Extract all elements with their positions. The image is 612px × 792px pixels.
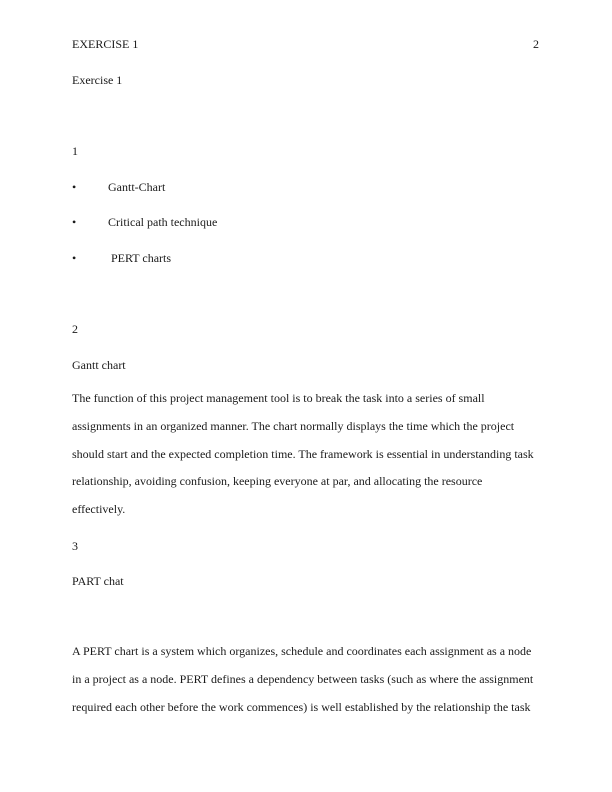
paragraph-line: relationship, avoiding confusion, keeping everyone at par, and allocating the resource: [72, 474, 483, 489]
section-number-2: 2: [72, 322, 78, 336]
paragraph-line: required each other before the work commences) is well established by the relationship the task: [72, 699, 531, 714]
paragraph-line: effectively.: [72, 502, 126, 517]
section-number-3: 3: [72, 539, 78, 553]
list-item: [72, 251, 372, 265]
list-item: [72, 215, 372, 229]
list-item-text: Critical path technique: [108, 215, 218, 229]
section-number-1: 1: [72, 144, 78, 158]
section-heading-pert: PART chat: [72, 574, 124, 588]
running-head: EXERCISE 1: [72, 37, 139, 51]
page-number: 2: [533, 37, 539, 51]
paragraph-line: The function of this project management tool is to break the task into a series of small: [72, 391, 485, 405]
paragraph-line: A PERT chart is a system which organizes, schedule and coordinates each assignment as a node: [72, 644, 532, 658]
bullet-icon: •: [72, 251, 77, 265]
section-heading-gantt: Gantt chart: [72, 358, 126, 372]
list-item-text: Gantt-Chart: [108, 180, 166, 194]
paragraph-line: should start and the expected completion time. The framework is essential in understanding task: [72, 446, 534, 461]
gantt-paragraph: [72, 385, 540, 524]
paragraph-line: in a project as a node. PERT defines a dependency between tasks (such as where the assignment: [72, 671, 534, 686]
list-item: [72, 180, 372, 194]
list-item-text: PERT charts: [111, 251, 172, 265]
pert-paragraph: [72, 638, 540, 721]
bullet-icon: •: [72, 180, 77, 194]
paragraph-line: assignments in an organized manner. The chart normally displays the time which the project: [72, 418, 515, 433]
bullet-icon: •: [72, 215, 77, 229]
document-title: Exercise 1: [72, 73, 123, 87]
